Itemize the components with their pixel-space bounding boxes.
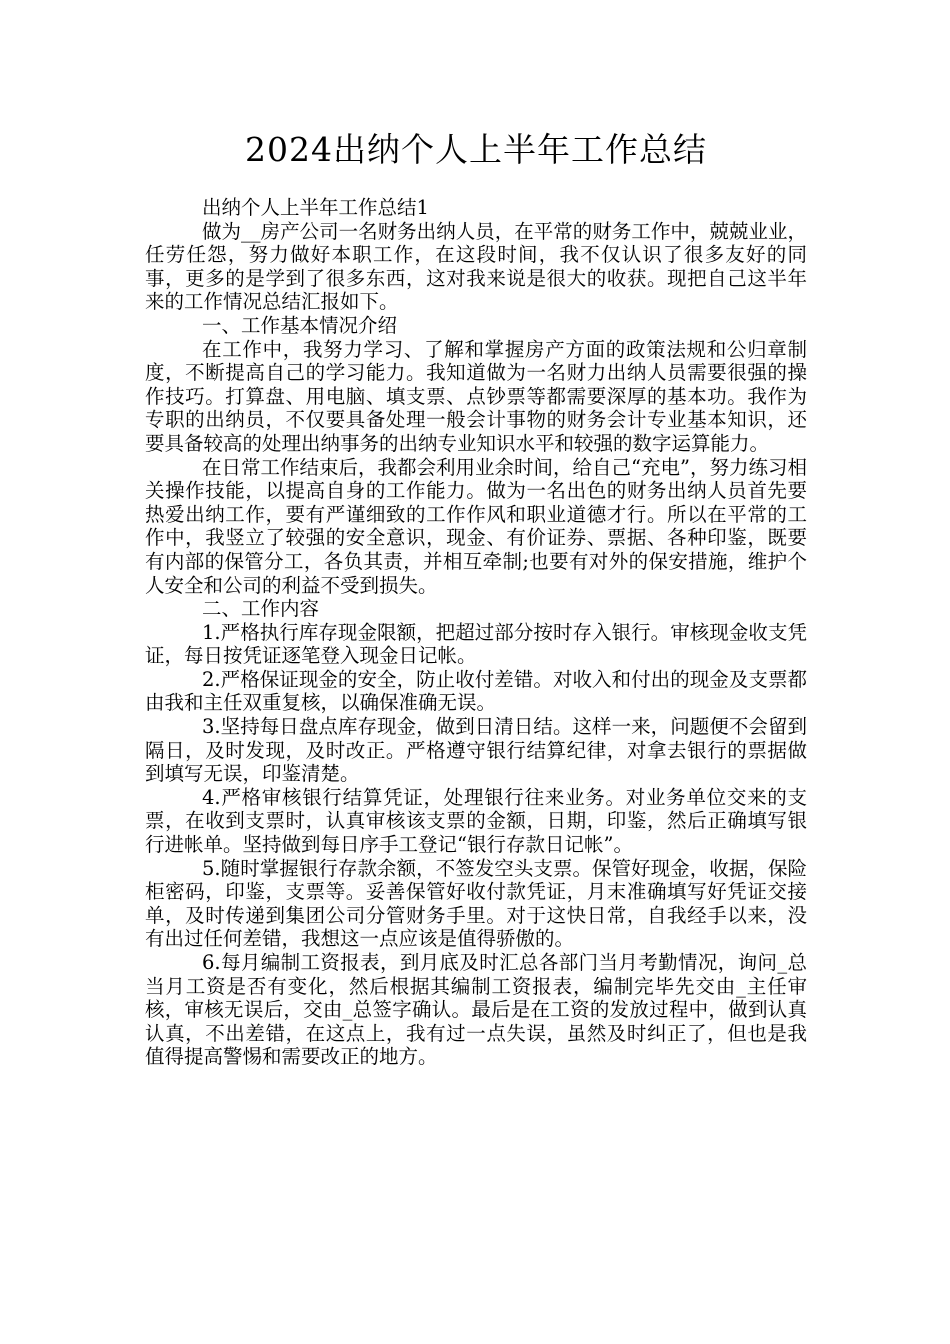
intro-paragraph: 做为__房产公司一名财务出纳人员，在平常的财务工作中，兢兢业业，任劳任怨，努力做好本职工作，在这段时间，我不仅认识了很多友好的同事，更多的是学到了很多东西，这对我来说是很大的收获。现把自己这半年来的工作情况总结汇报如下。 xyxy=(145,219,807,314)
section-heading-summary-1: 出纳个人上半年工作总结1 xyxy=(202,196,429,219)
list-item: 5.随时掌握银行存款余额，不签发空头支票。保管好现金，收据，保险柜密码，印鉴，支票等。妥善保管好收付款凭证，月末准确填写好凭证交接单，及时传递到集团公司分管财务手里。对于这快日常，自我经手以来，没有出过任何差错，我想这一点应该是值得骄傲的。 xyxy=(145,856,807,951)
list-item: 3.坚持每日盘点库存现金，做到日清日结。这样一来，问题便不会留到隔日，及时发现，及时改正。严格遵守银行结算纪律，对拿去银行的票据做到填写无误，印鉴清楚。 xyxy=(145,715,807,786)
document-title: 2024出纳个人上半年工作总结 xyxy=(245,130,707,169)
document-body xyxy=(145,196,807,1069)
list-item: 2.严格保证现金的安全，防止收付差错。对收入和付出的现金及支票都由我和主任双重复核，以确保准确无误。 xyxy=(145,667,807,715)
body-paragraph: 在工作中，我努力学习、了解和掌握房产方面的政策法规和公归章制度，不断提高自己的学习能力。我知道做为一名财力出纳人员需要很强的操作技巧。打算盘、用电脑、填支票、点钞票等都需要深厚的基本功。我作为专职的出纳员，不仅要具备处理一般会计事物的财务会计专业基本知识，还要具备较高的处理出纳事务的出纳专业知识水平和较强的数字运算能力。 xyxy=(145,337,807,455)
list-item: 4.严格审核银行结算凭证，处理银行往来业务。对业务单位交来的支票，在收到支票时，认真审核该支票的金额，日期，印鉴，然后正确填写银行进帐单。坚持做到每日序手工登记“银行存款日记帐”。 xyxy=(145,785,807,857)
section-heading-work-content: 二、工作内容 xyxy=(202,597,320,621)
list-item: 6.每月编制工资报表，到月底及时汇总各部门当月考勤情况，询问_总当月工资是否有变化，然后根据其编制工资报表，编制完毕先交由_主任审核，审核无误后，交由_总签字确认。最后是在工资的发放过程中，做到认真认真，不出差错，在这点上，我有过一点失误，虽然及时纠正了，但也是我值得提高警惕和需要改正的地方。 xyxy=(145,951,807,1069)
list-item: 1.严格执行库存现金限额，把超过部分按时存入银行。审核现金收支凭证，每日按凭证逐笔登入现金日记帐。 xyxy=(145,620,807,668)
section-heading-basic-situation: 一、工作基本情况介绍 xyxy=(202,313,398,337)
body-paragraph: 在日常工作结束后，我都会利用业余时间，给自己“充电”，努力练习相关操作技能，以提高自身的工作能力。做为一名出色的财务出纳人员首先要热爱出纳工作，要有严谨细致的工作作风和职业道德才行。所以在平常的工作中，我竖立了较强的安全意识，现金、有价证券、票据、各种印鉴，既要有内部的保管分工，各负其责，并相互牵制;也要有对外的保安措施，维护个人安全和公司的利益不受到损失。 xyxy=(145,455,807,597)
document-page xyxy=(145,128,807,1069)
